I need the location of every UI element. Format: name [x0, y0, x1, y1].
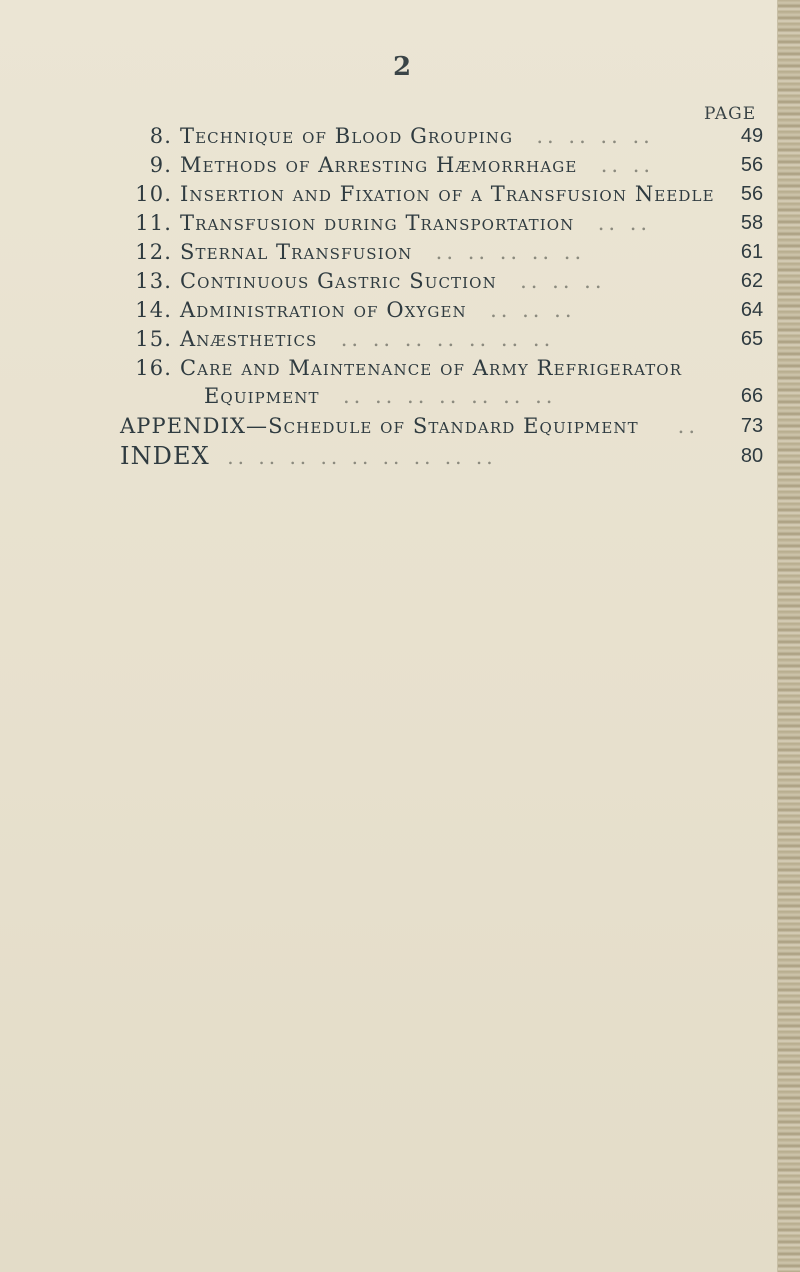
toc-entry-page: 62 — [740, 270, 764, 292]
toc-entry-page: 66 — [740, 385, 764, 407]
toc-entry-title: Technique of Blood Grouping — [180, 124, 514, 148]
toc-entry-title: Care and Maintenance of Army Refrigerator — [180, 356, 683, 380]
toc-leaders: .. .. .. .. .. .. .. — [342, 384, 557, 408]
toc-leaders: .. .. .. .. .. .. .. .. .. — [227, 445, 497, 469]
toc-index-title: INDEX — [120, 442, 210, 470]
toc-entry-number: 8. — [149, 124, 172, 148]
toc-entry-number: 14. — [135, 298, 172, 322]
toc-leaders: .. .. .. .. .. — [435, 240, 586, 264]
page-number: 2 — [393, 52, 412, 82]
toc-entry-number: 12. — [135, 240, 172, 264]
toc-leaders: .. .. .. .. .. .. .. — [340, 327, 555, 351]
toc-leaders: .. .. .. — [520, 269, 606, 293]
toc-entry-number: 11. — [135, 211, 172, 235]
toc-entry-title: Methods of Arresting Hæmorrhage — [180, 153, 578, 177]
toc-entry-page: 64 — [740, 299, 764, 321]
toc-entry-title: Insertion and Fixation of a Transfusion Needle — [180, 182, 715, 206]
toc-entry-number: 10. — [135, 182, 172, 206]
toc-leaders: .. — [677, 414, 699, 438]
toc-entry-title: Continuous Gastric Suction — [180, 269, 497, 293]
toc-entry-title: Anæsthetics — [180, 327, 318, 351]
toc-leaders: .. .. .. .. — [536, 124, 654, 148]
toc-index-page: 80 — [740, 445, 764, 467]
page-column-header: PAGE — [704, 104, 757, 124]
toc-entry-page: 58 — [740, 212, 764, 234]
page-edge — [777, 0, 800, 1272]
toc-entry-page: 56 — [740, 183, 764, 205]
toc-entry-title: Sternal Transfusion — [180, 240, 413, 264]
toc-leaders: .. .. — [600, 153, 655, 177]
toc-entry-title: Transfusion during Transportation — [180, 211, 575, 235]
toc-leaders: .. .. .. — [490, 298, 576, 322]
toc-appendix-title: APPENDIX—Schedule of Standard Equipment — [120, 414, 639, 438]
toc-appendix-page: 73 — [740, 415, 764, 437]
toc-entry-page: 56 — [740, 154, 764, 176]
toc-entry-page: 49 — [740, 125, 764, 147]
toc-entry-title-continued: Equipment — [204, 384, 320, 408]
toc-entry-page: 65 — [740, 328, 764, 350]
toc-entry-page: 61 — [740, 241, 764, 263]
toc-entry-number: 13. — [135, 269, 172, 293]
toc-leaders: .. .. — [597, 211, 652, 235]
toc-entry-number: 15. — [135, 327, 172, 351]
toc-entry-number: 16. — [135, 356, 172, 380]
toc-entry-title: Administration of Oxygen — [180, 298, 467, 322]
toc-entry-number: 9. — [149, 153, 172, 177]
